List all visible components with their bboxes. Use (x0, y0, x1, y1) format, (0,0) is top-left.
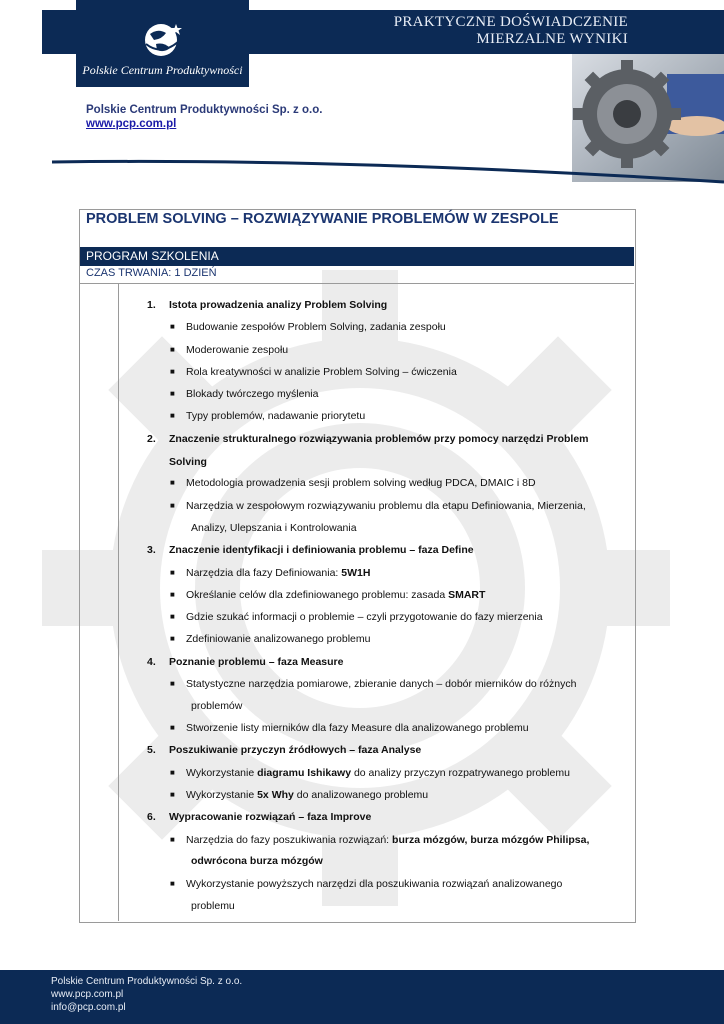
list-item: Gdzie szukać informacji o problemie – czyli przygotowanie do fazy mierzenia (186, 611, 543, 623)
list-item: Rola kreatywności w analizie Problem Solving – ćwiczenia (186, 366, 457, 378)
section-number: 1. (147, 299, 156, 311)
list-item: Typy problemów, nadawanie priorytetu (186, 410, 366, 422)
section-number: 3. (147, 544, 156, 556)
section-heading: Znaczenie identyfikacji i definiowania problemu – faza Define (169, 544, 474, 556)
list-item: Budowanie zespołów Problem Solving, zadania zespołu (186, 321, 446, 333)
bullet-icon: ■ (170, 322, 175, 331)
tagline-2: MIERZALNE WYNIKI (476, 31, 628, 47)
list-item: Narzędzia w zespołowym rozwiązywaniu problemu dla etapu Definiowania, Mierzenia, (186, 500, 586, 512)
footer-url[interactable]: www.pcp.com.pl (51, 989, 124, 1000)
header-swoosh (0, 0, 724, 200)
list-item: Metodologia prowadzenia sesji problem solving według PDCA, DMAIC i 8D (186, 477, 536, 489)
bullet-icon: ■ (170, 634, 175, 643)
bullet-icon: ■ (170, 679, 175, 688)
bullet-icon: ■ (170, 478, 175, 487)
list-item-cont: problemów (191, 700, 243, 712)
section-bar (80, 247, 634, 266)
section-heading-cont: Solving (169, 456, 207, 468)
column-divider (118, 283, 119, 921)
bullet-icon: ■ (170, 345, 175, 354)
list-item: Narzędzia do fazy poszukiwania rozwiązań: burza mózgów, burza mózgów Philipsa, (186, 834, 590, 846)
bullet-icon: ■ (170, 790, 175, 799)
divider (80, 283, 634, 284)
section-heading: Znaczenie strukturalnego rozwiązywania problemów przy pomocy narzędzi Problem (169, 433, 589, 445)
tagline-1: PRAKTYCZNE DOŚWIADCZENIE (393, 14, 628, 30)
list-item: Określanie celów dla zdefiniowanego problemu: zasada SMART (186, 589, 486, 601)
list-item-cont: odwrócona burza mózgów (191, 855, 323, 867)
duration-text: CZAS TRWANIA: 1 DZIEŃ (86, 267, 217, 279)
list-item: Zdefiniowanie analizowanego problemu (186, 633, 371, 645)
list-item: Blokady twórczego myślenia (186, 388, 319, 400)
company-name: Polskie Centrum Produktywności Sp. z o.o. (86, 104, 323, 116)
bullet-icon: ■ (170, 723, 175, 732)
logo-text: Polskie Centrum Produktywności (82, 63, 243, 77)
footer-email[interactable]: info@pcp.com.pl (51, 1002, 126, 1013)
bullet-icon: ■ (170, 411, 175, 420)
section-heading: Wypracowanie rozwiązań – faza Improve (169, 811, 372, 823)
list-item: Wykorzystanie powyższych narzędzi dla poszukiwania rozwiązań analizowanego (186, 878, 563, 890)
list-item: Narzędzia dla fazy Definiowania: 5W1H (186, 567, 371, 579)
bullet-icon: ■ (170, 367, 175, 376)
section-heading: Istota prowadzenia analizy Problem Solving (169, 299, 388, 311)
bullet-icon: ■ (170, 835, 175, 844)
section-number: 4. (147, 656, 156, 668)
document-title: PROBLEM SOLVING – ROZWIĄZYWANIE PROBLEMÓW W ZESPOLE (86, 211, 559, 227)
company-url-link[interactable]: www.pcp.com.pl (86, 118, 177, 130)
bullet-icon: ■ (170, 768, 175, 777)
section-number: 5. (147, 744, 156, 756)
bullet-icon: ■ (170, 389, 175, 398)
list-item-cont: Analizy, Ulepszania i Kontrolowania (191, 522, 357, 534)
list-item-cont: problemu (191, 900, 235, 912)
list-item: Wykorzystanie 5x Why do analizowanego problemu (186, 789, 429, 801)
section-heading: Poznanie problemu – faza Measure (169, 656, 344, 668)
footer-company: Polskie Centrum Produktywności Sp. z o.o. (51, 976, 243, 987)
section-number: 6. (147, 811, 156, 823)
section-heading: Poszukiwanie przyczyn źródłowych – faza Analyse (169, 744, 422, 756)
bullet-icon: ■ (170, 879, 175, 888)
section-title: PROGRAM SZKOLENIA (86, 249, 219, 263)
list-item: Moderowanie zespołu (186, 344, 289, 356)
list-item: Statystyczne narzędzia pomiarowe, zbieranie danych – dobór mierników do różnych (186, 678, 577, 690)
bullet-icon: ■ (170, 612, 175, 621)
section-number: 2. (147, 433, 156, 445)
list-item: Stworzenie listy mierników dla fazy Measure dla analizowanego problemu (186, 722, 529, 734)
list-item: Wykorzystanie diagramu Ishikawy do analizy przyczyn rozpatrywanego problemu (186, 767, 570, 779)
bullet-icon: ■ (170, 568, 175, 577)
footer (0, 970, 724, 1024)
bullet-icon: ■ (170, 590, 175, 599)
bullet-icon: ■ (170, 501, 175, 510)
